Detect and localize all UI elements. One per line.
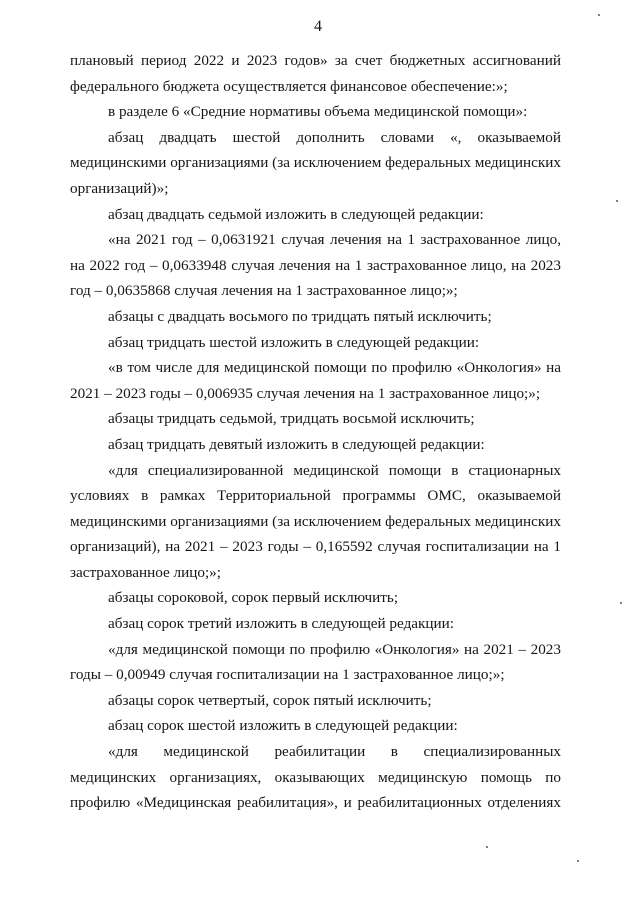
quoted-paragraph: «на 2021 год – 0,0631921 случая лечения на 1 застрахованное лицо, на 2022 год – 0,0633948 случая лечения на 1 застрахованное лицо, на 2023 год – 0,0635868 случая лечения на 1 застрахованное лицо;»; (70, 231, 561, 300)
document-body (70, 48, 561, 816)
page-number: 4 (314, 18, 322, 35)
scan-speck (486, 846, 488, 848)
paragraph: абзац двадцать седьмой изложить в следующей редакции: (108, 205, 484, 223)
scan-speck (616, 200, 618, 202)
paragraph: абзац сорок шестой изложить в следующей редакции: (108, 717, 458, 735)
paragraph: плановый период 2022 и 2023 годов» за счет бюджетных ассигнований федерального бюджета осуществляется финансовое обеспечение:»; (70, 52, 561, 95)
paragraph: абзацы тридцать седьмой, тридцать восьмой исключить; (108, 410, 475, 428)
paragraph: абзац тридцать шестой изложить в следующей редакции: (108, 333, 480, 351)
quoted-paragraph: «в том числе для медицинской помощи по профилю «Онкология» на 2021 – 2023 годы – 0,006935 случая лечения на 1 застрахованное лицо;»; (70, 359, 561, 402)
paragraph: абзац тридцать девятый изложить в следующей редакции: (108, 435, 485, 453)
paragraph: в разделе 6 «Средние нормативы объема медицинской помощи»: (108, 103, 528, 121)
paragraph: абзацы сороковой, сорок первый исключить; (108, 589, 399, 607)
paragraph: абзацы с двадцать восьмого по тридцать пятый исключить; (108, 307, 492, 325)
paragraph: абзац двадцать шестой дополнить словами «, оказываемой медицинскими организациями (за исключением федеральных медицинских организаций)»; (70, 128, 561, 197)
scan-speck (577, 860, 579, 862)
paragraph: абзацы сорок четвертый, сорок пятый исключить; (108, 691, 432, 709)
quoted-paragraph: «для специализированной медицинской помощи в стационарных условиях в рамках Территориальной программы ОМС, оказываемой медицинскими организациями (за исключением федеральных медицинских организаций), на 2021 – 2023 годы – 0,165592 случая госпитализации на 1 застрахованное лицо;»; (70, 461, 561, 581)
scan-speck (598, 14, 600, 16)
scan-speck (620, 602, 622, 604)
paragraph: абзац сорок третий изложить в следующей редакции: (108, 615, 455, 633)
quoted-paragraph: «для медицинской помощи по профилю «Онкология» на 2021 – 2023 годы – 0,00949 случая госпитализации на 1 застрахованное лицо;»; (70, 640, 561, 684)
quoted-paragraph: «для медицинской реабилитации в специализированных медицинских организациях, оказывающих медицинскую помощь по профилю «Медицинская реабилитация», и реабилитационных отделениях (70, 743, 561, 812)
